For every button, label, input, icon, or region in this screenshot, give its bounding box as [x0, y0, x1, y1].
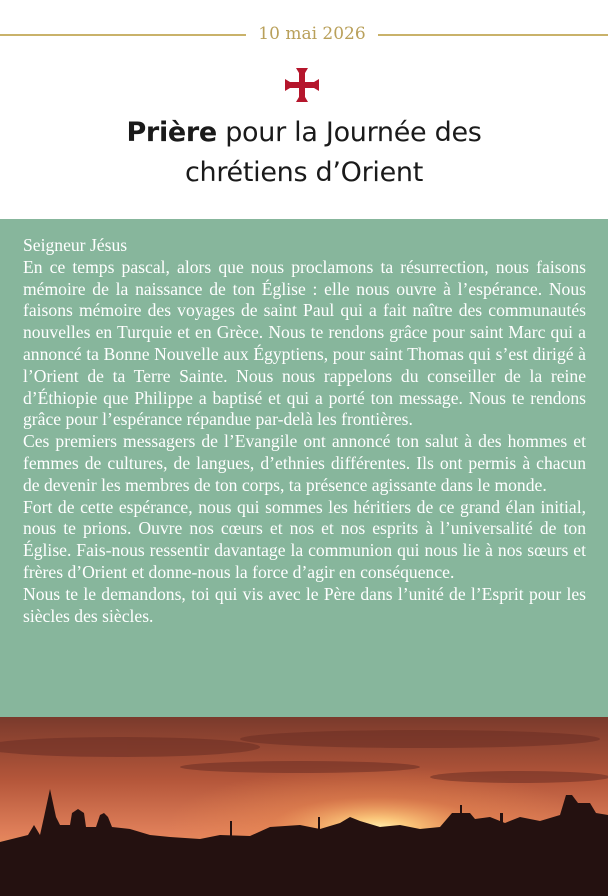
prayer-paragraph: Nous te le demandons, toi qui vis avec le Père dans l’unité de l’Esprit pour les siècles des siècles. [23, 583, 586, 626]
sunset-skyline-photo [0, 717, 608, 896]
date-header [0, 22, 608, 46]
prayer-paragraph: Fort de cette espérance, nous qui sommes les héritiers de ce grand élan initial, nous te prions. Ouvre nos cœurs et nos et nos esprits à l’universalité de ton Église. Fais-nous ressentir davantage la communion qui nous lie à nos sœurs et frères d’Orient et donne-nous la force d’agir en conséquence. [23, 496, 586, 582]
jerusalem-cross-icon [283, 66, 321, 104]
prayer-greeting: Seigneur Jésus [23, 235, 128, 255]
title-line-1-rest: pour la Journée des [216, 117, 482, 148]
page-title [0, 113, 608, 193]
prayer-paragraph: En ce temps pascal, alors que nous proclamons ta résurrection, nous faisons mémoire de la naissance de ton Église : elle nous ouvre à l’espérance. Nous faisons mémoire des voyages de saint Paul qui a fait naître des communautés nouvelles en Turquie et en Grèce. Nous te rendons grâce pour saint Marc qui a annoncé ta Bonne Nouvelle aux Égyptiens, pour saint Thomas qui s’est dirigé à l’Orient de ta Terre Sainte. Nous nous rappelons du conseiller de la reine d’Éthiopie que Philippe a baptisé et qui a porté ton message. Nous te rendons grâce pour l’espérance répandue par-delà les frontières. [23, 256, 586, 430]
title-line-2: chrétiens d’Orient [184, 157, 424, 188]
date-rule-right [378, 34, 608, 36]
title-emphasis: Prière [126, 117, 217, 148]
date-text: 10 mai 2026 [258, 24, 366, 44]
prayer-panel [0, 219, 608, 717]
prayer-paragraph: Ces premiers messagers de l’Evangile ont annoncé ton salut à des hommes et femmes de cultures, de langues, d’ethnies différentes. Ils ont permis à chacun de devenir les membres de ton corps, ta présence agissante dans le monde. [23, 431, 586, 495]
date-rule-left [0, 34, 246, 36]
title-line-1 [0, 113, 608, 153]
